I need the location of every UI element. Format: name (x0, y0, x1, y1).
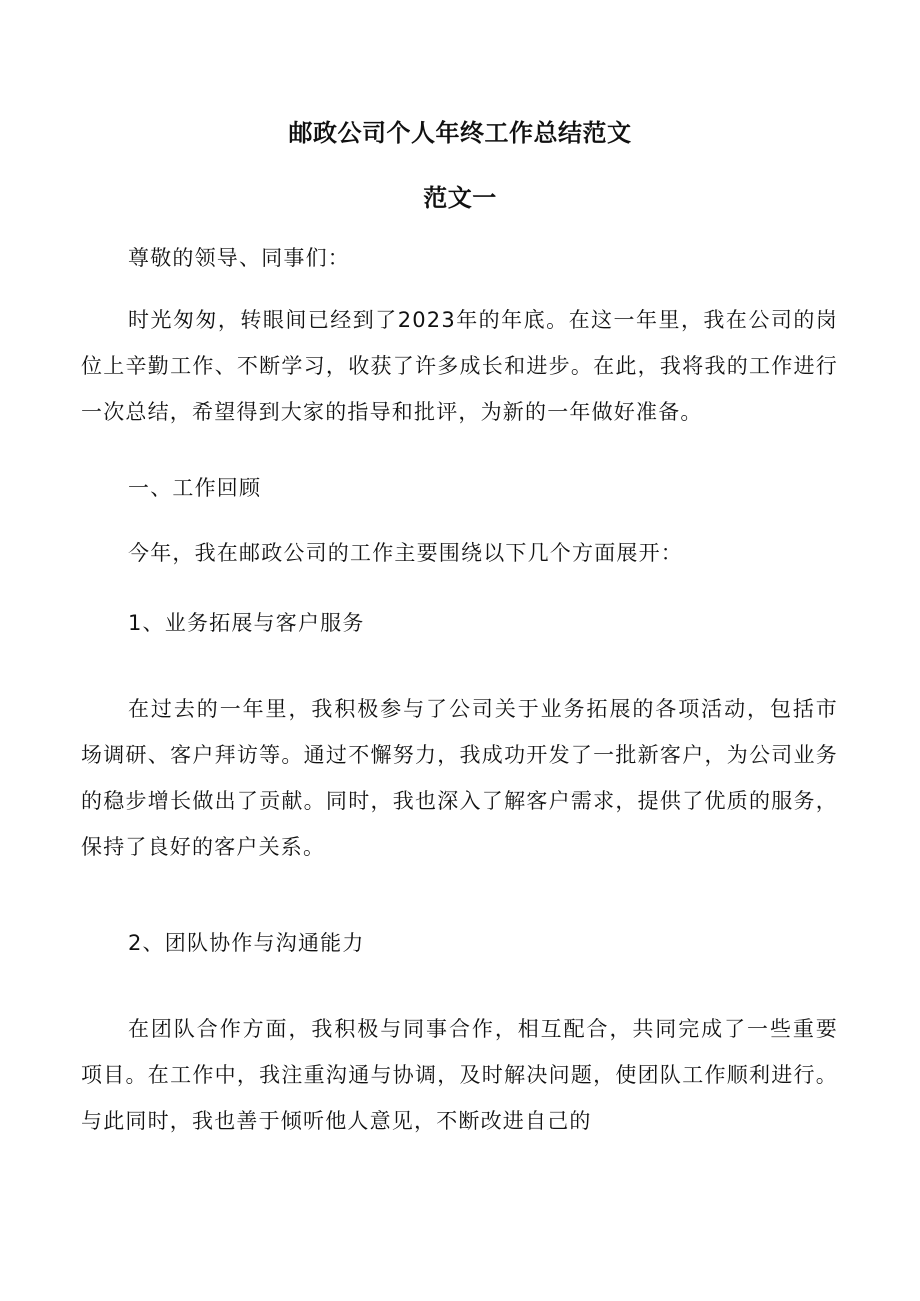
document-subtitle: 范文一 (423, 184, 497, 212)
document-title: 邮政公司个人年终工作总结范文 (288, 119, 632, 147)
item-heading-business: 1、业务拓展与客户服务 (128, 611, 365, 635)
item-body-business: 在过去的一年里，我积极参与了公司关于业务拓展的各项活动，包括市场调研、客户拜访等。通过不懈努力，我成功开发了一批新客户，为公司业务的稳步增长做出了贡献。同时，我也深入了解客户需求，提供了优质的服务，保持了良好的客户关系。 (81, 697, 838, 859)
item-heading-teamwork: 2、团队协作与沟通能力 (128, 931, 365, 955)
greeting: 尊敬的领导、同事们： (128, 246, 350, 270)
section-heading-work-review: 一、工作回顾 (128, 476, 262, 500)
intro-paragraph: 时光匆匆，转眼间已经到了2023年的年底。在这一年里，我在公司的岗位上辛勤工作、不断学习，收获了许多成长和进步。在此，我将我的工作进行一次总结，希望得到大家的指导和批评，为新的一年做好准备。 (81, 308, 838, 424)
item-body-teamwork: 在团队合作方面，我积极与同事合作，相互配合，共同完成了一些重要项目。在工作中，我注重沟通与协调，及时解决问题，使团队工作顺利进行。与此同时，我也善于倾听他人意见，不断改进自己的 (81, 1017, 838, 1133)
section-intro: 今年，我在邮政公司的工作主要围绕以下几个方面展开： (128, 541, 683, 565)
